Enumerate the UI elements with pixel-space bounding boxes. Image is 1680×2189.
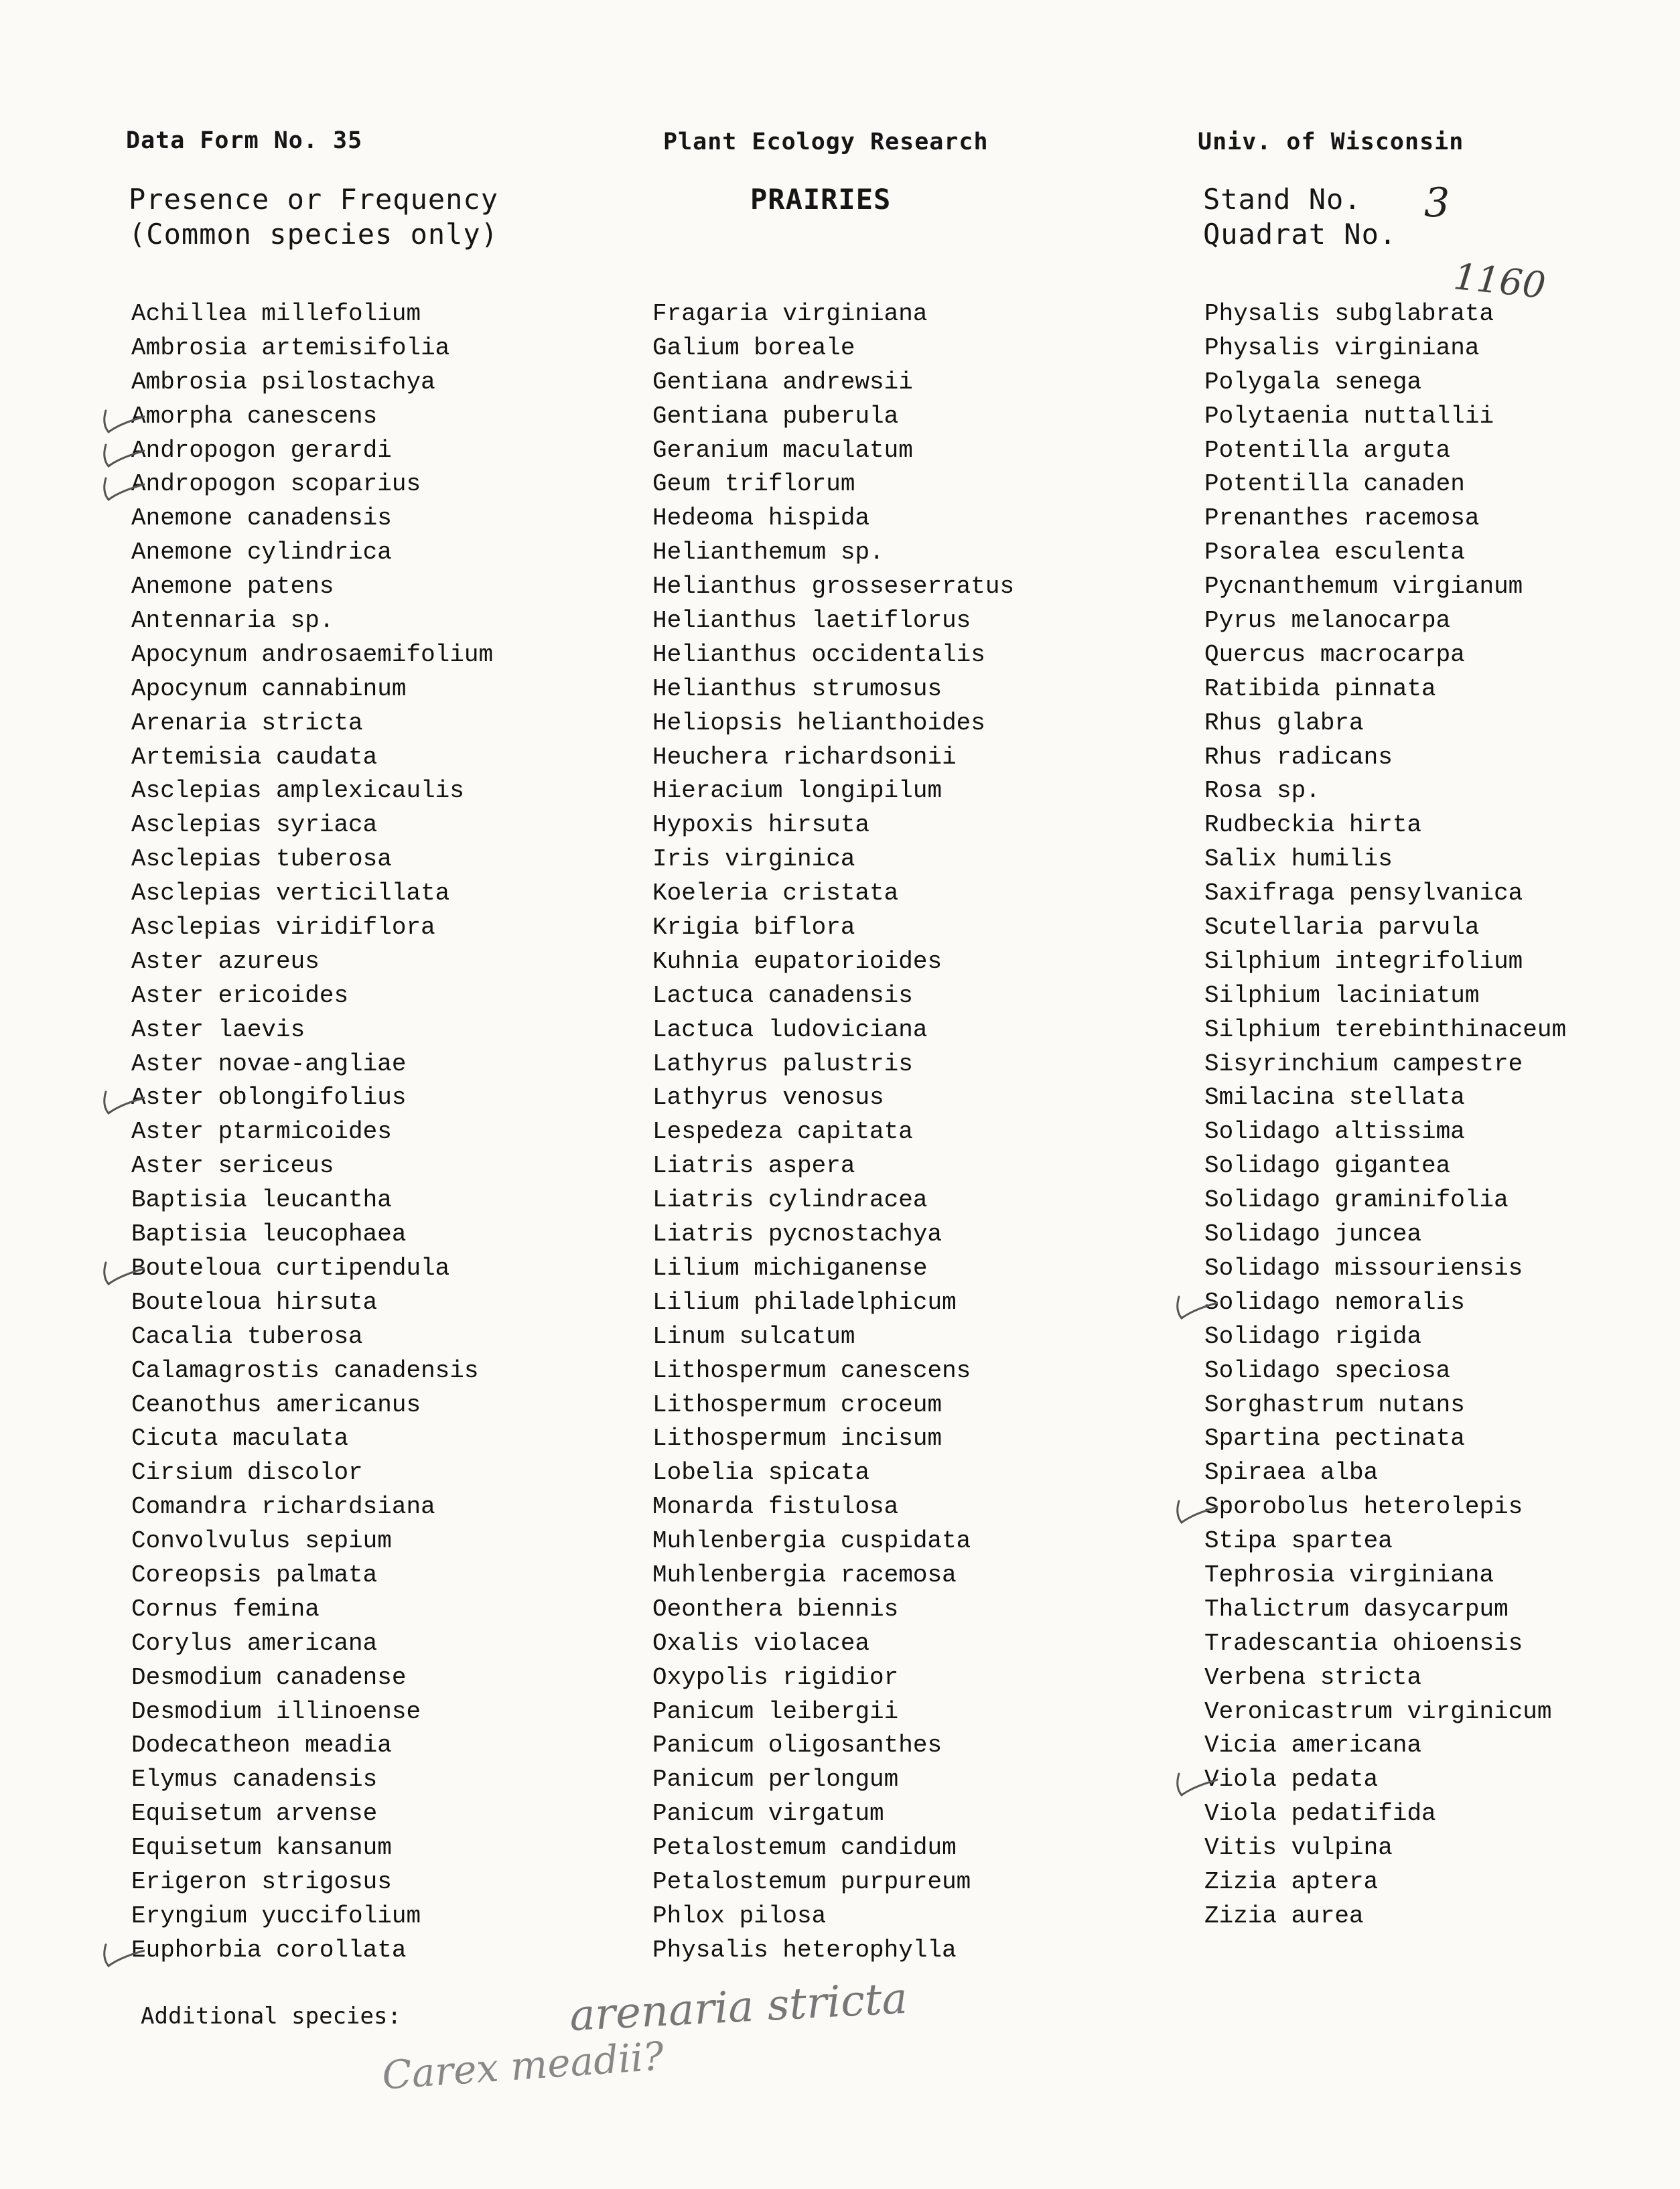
species-item: Liatris cylindracea	[652, 1186, 928, 1214]
species-item: Lathyrus venosus	[652, 1084, 884, 1112]
species-item: Lespedeza capitata	[652, 1118, 913, 1146]
species-item: Thalictrum dasycarpum	[1204, 1595, 1509, 1623]
species-item: Liatris pycnostachya	[652, 1220, 942, 1249]
species-item: Rhus glabra	[1204, 709, 1364, 737]
check-mark-icon	[1171, 1488, 1218, 1535]
species-item: Sorghastrum nutans	[1204, 1391, 1465, 1419]
species-item: Asclepias tuberosa	[131, 845, 392, 873]
check-mark-icon	[98, 465, 145, 512]
species-item: Asclepias viridiflora	[131, 914, 435, 942]
species-item: Spiraea alba	[1204, 1459, 1379, 1487]
species-item: Helianthus occidentalis	[652, 640, 985, 668]
species-item: Andropogon scoparius	[131, 470, 421, 498]
species-column-1	[131, 297, 493, 1968]
species-item: Anemone patens	[131, 573, 334, 601]
species-item: Pyrus melanocarpa	[1204, 607, 1451, 635]
species-item: Lithospermum incisum	[652, 1425, 942, 1453]
species-item: Antennaria sp.	[131, 607, 334, 635]
species-item: Verbena stricta	[1204, 1663, 1422, 1691]
species-item: Bouteloua curtipendula	[131, 1254, 450, 1282]
species-item: Solidago altissima	[1204, 1118, 1465, 1146]
species-item: Stipa spartea	[1204, 1527, 1393, 1555]
species-item: Petalostemum candidum	[652, 1834, 957, 1862]
species-item: Solidago speciosa	[1204, 1356, 1451, 1385]
species-item: Zizia aurea	[1204, 1902, 1364, 1930]
stand-label: Stand No.	[1203, 183, 1362, 216]
species-item: Vicia americana	[1204, 1732, 1422, 1760]
species-column-2	[652, 297, 1014, 1968]
species-item: Coreopsis palmata	[131, 1561, 378, 1589]
species-item: Prenanthes racemosa	[1204, 504, 1480, 533]
stand-number-handwritten: 3	[1424, 180, 1450, 226]
species-item: Geum triflorum	[652, 470, 855, 498]
species-item: Euphorbia corollata	[131, 1936, 407, 1964]
species-item: Baptisia leucantha	[131, 1186, 392, 1214]
species-item: Oxypolis rigidior	[652, 1663, 899, 1691]
species-item: Asclepias amplexicaulis	[131, 777, 464, 805]
species-item: Polygala senega	[1204, 368, 1422, 396]
additional-species-label: Additional species:	[141, 2003, 401, 2030]
species-item: Hypoxis hirsuta	[652, 811, 870, 839]
species-item: Saxifraga pensylvanica	[1204, 879, 1523, 908]
species-item: Hieracium longipilum	[652, 777, 942, 805]
species-item: Anemone cylindrica	[131, 539, 392, 567]
additional-species-handwritten-2: Carex meadii?	[380, 2033, 666, 2099]
species-item: Tephrosia virginiana	[1204, 1561, 1494, 1589]
species-item: Veronicastrum virginicum	[1204, 1697, 1552, 1725]
species-item: Anemone canadensis	[131, 504, 392, 533]
species-item: Sporobolus heterolepis	[1204, 1493, 1523, 1521]
species-item: Muhlenbergia cuspidata	[652, 1527, 971, 1555]
species-item: Potentilla canaden	[1204, 470, 1465, 498]
species-item: Achillea millefolium	[131, 300, 421, 328]
species-item: Rhus radicans	[1204, 743, 1393, 771]
species-item: Asclepias syriaca	[131, 811, 378, 839]
species-item: Muhlenbergia racemosa	[652, 1561, 957, 1589]
species-item: Psoralea esculenta	[1204, 539, 1465, 567]
species-item: Equisetum kansanum	[131, 1834, 392, 1862]
species-item: Physalis subglabrata	[1204, 300, 1494, 328]
species-item: Aster oblongifolius	[131, 1084, 407, 1112]
species-item: Calamagrostis canadensis	[131, 1356, 479, 1385]
species-item: Solidago juncea	[1204, 1220, 1422, 1249]
species-item: Lilium michiganense	[652, 1254, 928, 1282]
species-item: Desmodium canadense	[131, 1663, 407, 1691]
species-item: Asclepias verticillata	[131, 879, 450, 908]
species-item: Oxalis violacea	[652, 1629, 870, 1657]
species-item: Aster ptarmicoides	[131, 1118, 392, 1146]
form-number: Data Form No. 35	[126, 127, 363, 154]
species-item: Physalis virginiana	[1204, 334, 1480, 362]
species-item: Panicum virgatum	[652, 1800, 884, 1828]
species-item: Aster sericeus	[131, 1152, 334, 1180]
quadrat-label: Quadrat No.	[1203, 218, 1397, 251]
species-item: Helianthus laetiflorus	[652, 607, 971, 635]
species-item: Phlox pilosa	[652, 1902, 827, 1930]
species-item: Erigeron strigosus	[131, 1867, 392, 1896]
species-item: Aster azureus	[131, 947, 320, 975]
count-handwritten: 1160	[1452, 255, 1548, 307]
presence-heading	[129, 182, 498, 252]
species-item: Gentiana andrewsii	[652, 368, 913, 396]
species-item: Lobelia spicata	[652, 1459, 870, 1487]
species-item: Zizia aptera	[1204, 1867, 1379, 1896]
species-item: Viola pedata	[1204, 1766, 1379, 1794]
species-item: Apocynum cannabinum	[131, 675, 407, 703]
species-item: Ambrosia psilostachya	[131, 368, 435, 396]
species-item: Solidago rigida	[1204, 1322, 1422, 1350]
species-item: Andropogon gerardi	[131, 436, 392, 464]
check-mark-icon	[98, 1249, 145, 1296]
page-title: PRAIRIES	[750, 183, 892, 216]
university: Univ. of Wisconsin	[1198, 129, 1464, 155]
species-item: Bouteloua hirsuta	[131, 1288, 378, 1316]
species-item: Liatris aspera	[652, 1152, 855, 1180]
species-item: Aster laevis	[131, 1015, 305, 1044]
species-item: Koeleria cristata	[652, 879, 899, 908]
species-item: Convolvulus sepium	[131, 1527, 392, 1555]
species-item: Helianthus strumosus	[652, 675, 942, 703]
species-item: Monarda fistulosa	[652, 1493, 899, 1521]
presence-line-1: Presence or Frequency	[129, 183, 499, 216]
species-item: Heuchera richardsonii	[652, 743, 957, 771]
species-item: Lithospermum croceum	[652, 1391, 942, 1419]
species-item: Fragaria virginiana	[652, 300, 928, 328]
species-item: Solidago nemoralis	[1204, 1288, 1465, 1316]
species-item: Linum sulcatum	[652, 1322, 855, 1350]
species-item: Aster ericoides	[131, 981, 349, 1009]
species-item: Helianthemum sp.	[652, 539, 884, 567]
species-item: Rudbeckia hirta	[1204, 811, 1422, 839]
species-item: Vitis vulpina	[1204, 1834, 1393, 1862]
check-mark-icon	[98, 1931, 145, 1978]
species-item: Kuhnia eupatorioides	[652, 947, 942, 975]
species-item: Smilacina stellata	[1204, 1084, 1465, 1112]
species-item: Corylus americana	[131, 1629, 378, 1657]
check-mark-icon	[1171, 1760, 1218, 1807]
species-item: Baptisia leucophaea	[131, 1220, 407, 1249]
species-item: Elymus canadensis	[131, 1766, 378, 1794]
species-item: Potentilla arguta	[1204, 436, 1451, 464]
species-item: Arenaria stricta	[131, 709, 363, 737]
species-item: Aster novae-angliae	[131, 1050, 407, 1078]
presence-line-2: (Common species only)	[129, 218, 499, 251]
species-item: Iris virginica	[652, 845, 855, 873]
species-item: Cirsium discolor	[131, 1459, 363, 1487]
species-item: Lithospermum canescens	[652, 1356, 971, 1385]
organization: Plant Ecology Research	[663, 129, 989, 155]
check-mark-icon	[98, 1078, 145, 1125]
species-item: Polytaenia nuttallii	[1204, 402, 1494, 430]
species-item: Artemisia caudata	[131, 743, 378, 771]
species-item: Ceanothus americanus	[131, 1391, 421, 1419]
species-item: Solidago gigantea	[1204, 1152, 1451, 1180]
species-item: Dodecatheon meadia	[131, 1732, 392, 1760]
species-item: Hedeoma hispida	[652, 504, 870, 533]
species-item: Tradescantia ohioensis	[1204, 1629, 1523, 1657]
species-item: Solidago graminifolia	[1204, 1186, 1509, 1214]
species-item: Lactuca ludoviciana	[652, 1015, 928, 1044]
species-column-3	[1204, 297, 1566, 1934]
species-item: Apocynum androsaemifolium	[131, 640, 494, 668]
species-item: Pycnanthemum virgianum	[1204, 573, 1523, 601]
species-item: Lactuca canadensis	[652, 981, 913, 1009]
species-item: Spartina pectinata	[1204, 1425, 1465, 1453]
species-item: Cornus femina	[131, 1595, 320, 1623]
additional-species-handwritten-1: arenaria stricta	[568, 1973, 909, 2042]
species-item: Ambrosia artemisifolia	[131, 334, 450, 362]
stand-quadrat-labels	[1203, 182, 1397, 252]
check-mark-icon	[1171, 1283, 1218, 1330]
species-item: Lathyrus palustris	[652, 1050, 913, 1078]
species-item: Krigia biflora	[652, 914, 855, 942]
species-item: Oeonthera biennis	[652, 1595, 899, 1623]
species-item: Desmodium illinoense	[131, 1697, 421, 1725]
species-item: Petalostemum purpureum	[652, 1867, 971, 1896]
species-item: Galium boreale	[652, 334, 855, 362]
species-item: Silphium laciniatum	[1204, 981, 1480, 1009]
species-item: Viola pedatifida	[1204, 1800, 1436, 1828]
species-item: Ratibida pinnata	[1204, 675, 1436, 703]
species-item: Salix humilis	[1204, 845, 1393, 873]
species-item: Solidago missouriensis	[1204, 1254, 1523, 1282]
species-item: Cicuta maculata	[131, 1425, 349, 1453]
species-item: Sisyrinchium campestre	[1204, 1050, 1523, 1078]
species-item: Silphium integrifolium	[1204, 947, 1523, 975]
species-item: Gentiana puberula	[652, 402, 899, 430]
species-item: Cacalia tuberosa	[131, 1322, 363, 1350]
species-item: Scutellaria parvula	[1204, 914, 1480, 942]
species-item: Heliopsis helianthoides	[652, 709, 985, 737]
species-item: Amorpha canescens	[131, 402, 378, 430]
species-item: Silphium terebinthinaceum	[1204, 1015, 1567, 1044]
species-item: Equisetum arvense	[131, 1800, 378, 1828]
species-item: Lilium philadelphicum	[652, 1288, 957, 1316]
species-item: Rosa sp.	[1204, 777, 1320, 805]
species-item: Panicum leibergii	[652, 1697, 899, 1725]
species-item: Physalis heterophylla	[652, 1936, 957, 1964]
species-item: Helianthus grosseserratus	[652, 573, 1015, 601]
species-item: Panicum oligosanthes	[652, 1732, 942, 1760]
species-item: Comandra richardsiana	[131, 1493, 435, 1521]
species-item: Panicum perlongum	[652, 1766, 899, 1794]
species-item: Eryngium yuccifolium	[131, 1902, 421, 1930]
species-item: Geranium maculatum	[652, 436, 913, 464]
species-item: Quercus macrocarpa	[1204, 640, 1465, 668]
